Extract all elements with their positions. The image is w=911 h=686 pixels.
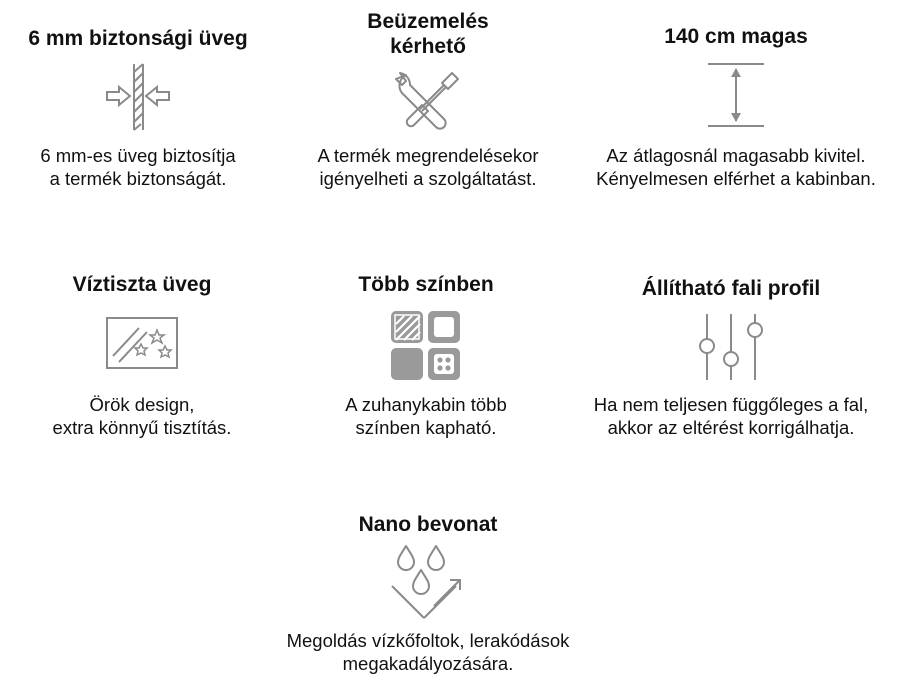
feature-desc-line1: Örök design, [89,394,195,415]
feature-nano-coating [268,512,588,674]
feature-desc-line2: Kényelmesen elférhet a kabinban. [596,168,876,189]
feature-title-line1: Beüzemelés [367,10,489,33]
feature-title: Több színben [358,273,494,296]
feature-desc-line2: igényelheti a szolgáltatást. [319,168,537,189]
feature-desc-line1: A zuhanykabin több [345,394,507,415]
feature-title: Állítható fali profil [641,277,821,300]
feature-title: 6 mm biztonsági üveg [28,27,248,50]
feature-desc-line1: Ha nem teljesen függőleges a fal, [593,394,869,415]
feature-colors [266,272,586,438]
clear-glass-icon [105,316,179,372]
feature-title: Víztiszta üveg [72,273,212,296]
feature-desc-line1: A termék megrendelésekor [317,145,539,166]
feature-desc-line1: 6 mm-es üveg biztosítja [40,145,236,166]
feature-desc-line2: színben kapható. [355,417,497,438]
feature-desc-line1: Az átlagosnál magasabb kivitel. [606,145,866,166]
feature-desc-line2: akkor az eltérést korrigálhatja. [607,417,855,438]
feature-title-line2: kérhető [390,35,466,58]
feature-desc-line1: Megoldás vízkőfoltok, lerakódások [286,630,570,651]
glass-thickness-icon [103,62,173,132]
feature-desc-line2: extra könnyű tisztítás. [52,417,232,438]
feature-installation [268,9,588,189]
nano-coating-icon [388,542,468,622]
tools-icon [392,67,464,139]
feature-desc-line2: a termék biztonságát. [49,168,227,189]
height-icon [706,60,766,130]
feature-title: Nano bevonat [358,513,498,536]
feature-title: 140 cm magas [664,25,808,48]
feature-clear-glass [0,272,302,438]
feature-adjustable-profile [571,276,891,438]
feature-desc-line2: megakadályozására. [342,653,514,674]
feature-safety-glass [0,26,298,189]
adjustable-profile-icon [693,312,769,382]
colors-icon [390,310,462,382]
feature-height [576,24,896,189]
